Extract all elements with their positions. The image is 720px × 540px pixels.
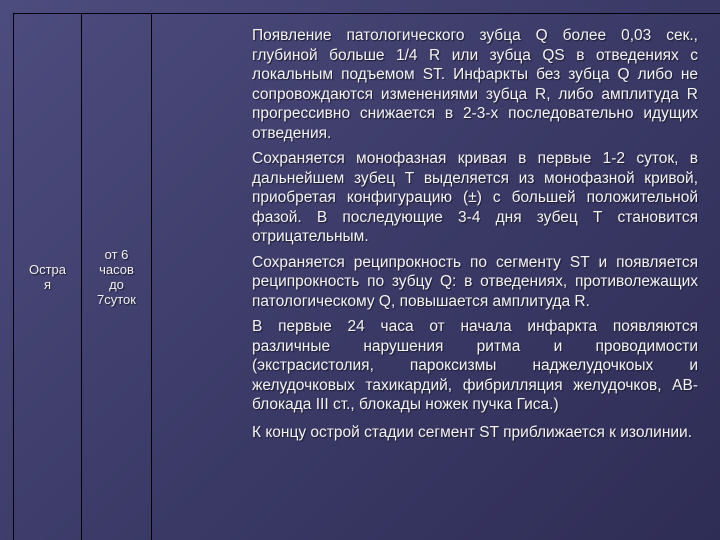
paragraph-reciprocity: Сохраняется реципрокность по сегменту ST и появляется реципрокность по зубцу Q: в отведениях, противолежащих патологическому Q, повышается амплитуда R.	[252, 253, 698, 310]
paragraph-t-wave: Сохраняется монофазная кривая в первые 1-2 суток, в дальнейшем зубец Т выделяется из монофазной кривой, приобретая конфигурацию (±) с большей положительной фазой. В последующие 3-4 дня зубец Т становится отрицательным.	[252, 150, 698, 245]
column-divider	[151, 14, 152, 540]
stage-label: Остра я	[28, 262, 67, 292]
stage-cell	[14, 14, 81, 540]
paragraph-st-segment: К концу острой стадии сегмент ST приближается к изолинии.	[252, 423, 693, 441]
description-cell	[252, 26, 698, 448]
paragraph-arrhythmias: В первые 24 часа от начала инфаркта появляются различные нарушения ритма и проводимости (экстрасистолия, пароксизмы наджелудочкоых и желудочковых тахикардий, фибрилляция желудочков, АВ-блокада III ст., блокады ножек пучка Гиса.)	[252, 318, 698, 413]
duration-label: от 6 часов до 7суток	[97, 247, 136, 307]
paragraph-q-wave: Появление патологического зубца Q более 0,03 сек., глубиной больше 1/4 R или зубца QS в отведениях с локальным подъемом ST. Инфаркты без зубца Q либо не сопровождаются изменениями зубца R, либо амплитуда R прогрессивно снижается в 2-3-х последовательно идущих отведения.	[252, 27, 698, 142]
duration-cell	[82, 14, 151, 540]
